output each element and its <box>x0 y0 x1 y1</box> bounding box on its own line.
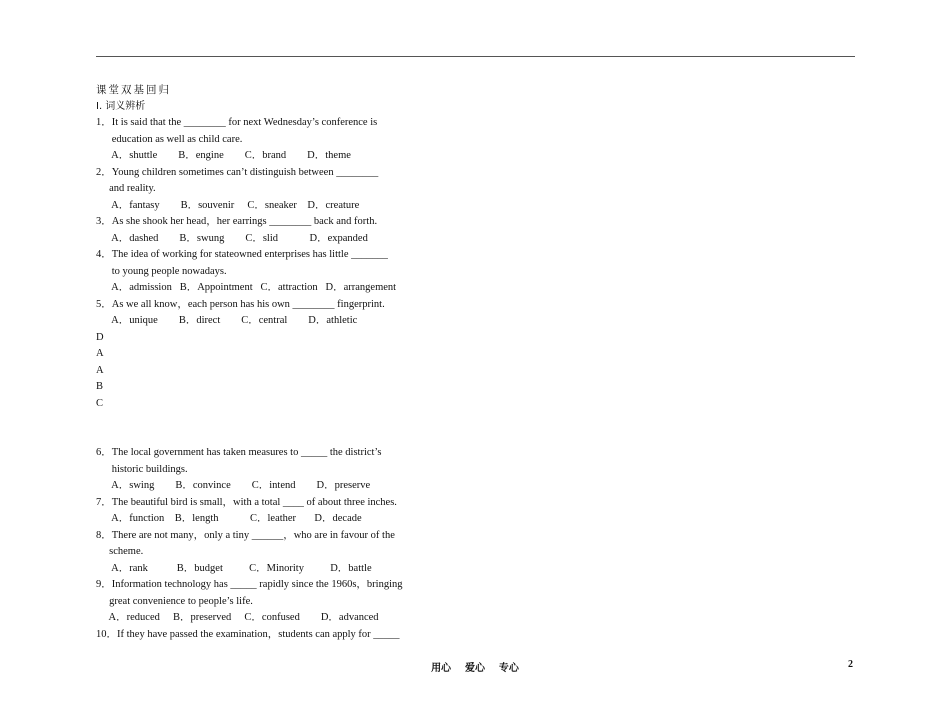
question-4-line-2: to young people nowadays. <box>96 265 227 277</box>
page-number: 2 <box>848 659 853 670</box>
question-10-line-1: 10．If they have passed the examination，students can apply for _____ <box>96 628 400 640</box>
question-7-options: A．function B．length C．leather D．decade <box>96 513 362 524</box>
question-3-line-1: 3．As she shook her head，her earrings ________ back and forth. <box>96 216 378 227</box>
question-5-options: A．unique B．direct C．central D．athletic <box>96 315 358 326</box>
footer-motto: 用心 爱心 专心 <box>431 663 519 674</box>
question-4-line-1: 4．The idea of working for stateowned enterprises has little _______ <box>96 249 388 260</box>
question-6 <box>96 445 516 495</box>
question-2 <box>96 165 516 215</box>
question-3 <box>96 214 516 247</box>
question-8-options: A．rank B．budget C．Minority D．battle <box>96 562 372 574</box>
section-title: 课堂双基回归 <box>96 84 171 96</box>
question-5 <box>96 297 516 330</box>
subsection-title: Ⅰ. 词义辨析 <box>96 100 146 112</box>
question-1-line-2: education as well as child care. <box>96 133 243 145</box>
question-8-line-2: scheme. <box>96 546 144 557</box>
answer-4: B <box>96 381 104 392</box>
answer-3: A <box>96 364 104 376</box>
question-2-line-2: and reality. <box>96 183 156 194</box>
document-body <box>96 82 516 643</box>
question-6-line-2: historic buildings. <box>96 463 188 475</box>
answer-2: A <box>96 348 104 359</box>
question-4 <box>96 247 516 297</box>
answer-1: D <box>96 331 104 343</box>
question-1-line-1: 1．It is said that the ________ for next Wednesday’s conference is <box>96 117 378 128</box>
question-9-line-2: great convenience to people’s life. <box>96 595 253 607</box>
question-7-line-1: 7．The beautiful bird is small，with a total ____ of about three inches. <box>96 496 397 508</box>
question-1 <box>96 115 516 165</box>
question-1-options: A．shuttle B．engine C．brand D．theme <box>96 150 351 161</box>
header-rule <box>96 56 855 57</box>
answer-list <box>96 330 516 413</box>
blank-gap <box>96 412 516 445</box>
question-7 <box>96 495 516 528</box>
question-2-line-1: 2．Young children sometimes can’t distinguish between ________ <box>96 166 379 178</box>
question-10 <box>96 627 516 644</box>
question-8-line-1: 8．There are not many，only a tiny ______，who are in favour of the <box>96 529 395 541</box>
question-4-options: A．admission B．Appointment C．attraction D．arrangement <box>96 282 397 293</box>
answer-5: C <box>96 397 104 409</box>
question-2-options: A．fantasy B．souvenir C．sneaker D．creature <box>96 199 360 211</box>
question-6-line-1: 6．The local government has taken measures to _____ the district’s <box>96 447 382 458</box>
question-6-options: A．swing B．convince C．intend D．preserve <box>96 480 371 491</box>
question-8 <box>96 528 516 578</box>
question-3-options: A．dashed B．swung C．slid D．expanded <box>96 232 368 244</box>
question-9-options: A．reduced B．preserved C．confused D．advanced <box>96 612 379 623</box>
question-9 <box>96 577 516 627</box>
question-9-line-1: 9．Information technology has _____ rapidly since the 1960s，bringing <box>96 579 403 590</box>
question-5-line-1: 5．As we all know，each person has his own ________ fingerprint. <box>96 298 385 310</box>
